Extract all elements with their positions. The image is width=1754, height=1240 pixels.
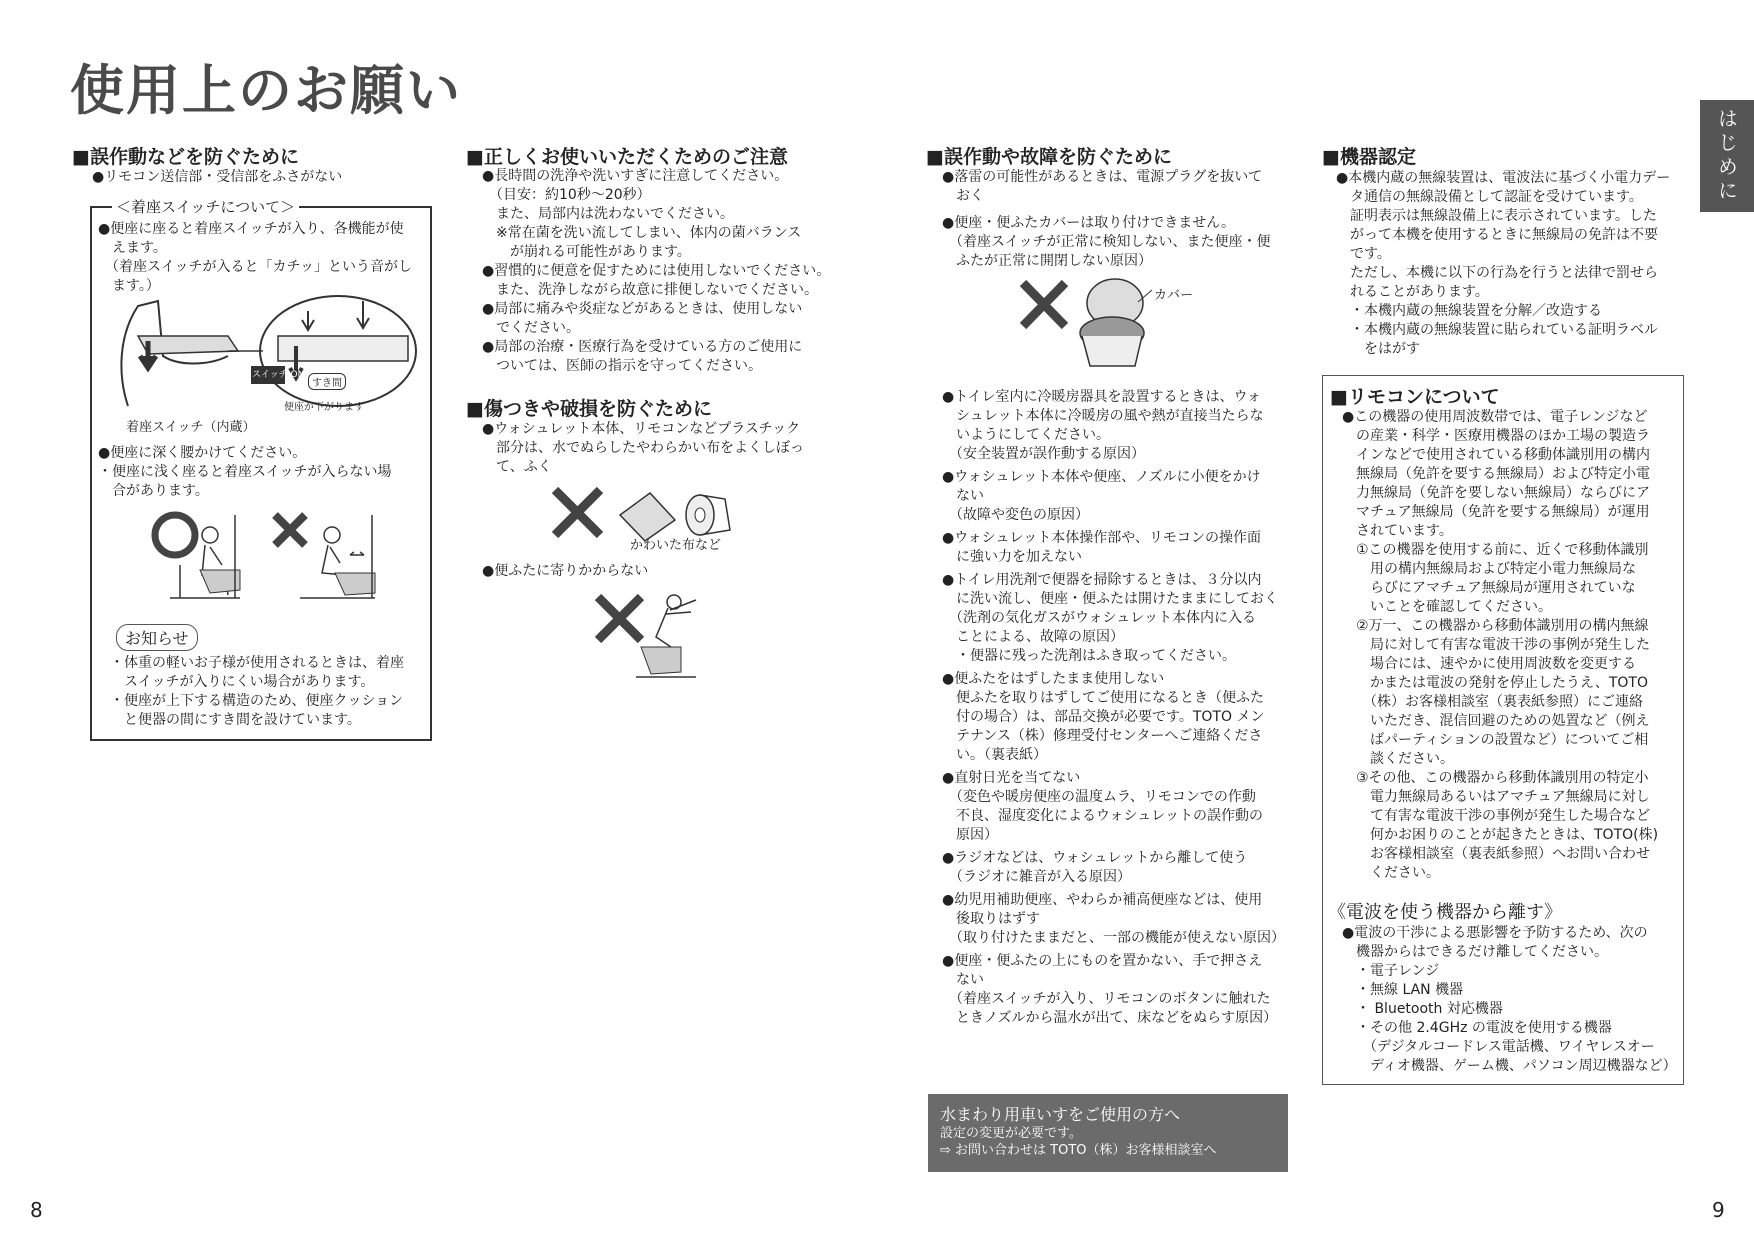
text-line: ●この機器の使用周波数帯では、電子レンジなど xyxy=(1342,409,1648,425)
text-line: ・体重の軽いお子様が使用されるときは、着座 xyxy=(110,655,404,671)
text-line: （変色や暖房便座の温度ムラ、リモコンでの作動 xyxy=(942,789,1256,805)
text-line: がって本機を使用するときに無線局の免許は不要 xyxy=(1336,227,1658,243)
switch-on-label: スイッチ ON xyxy=(252,370,305,380)
text-line: ●長時間の洗浄や洗いすぎに注意してください。 xyxy=(482,168,789,184)
text-line: ばパーティションの設置など）についてご相 xyxy=(1342,732,1649,748)
text-line: に強い力を加えない xyxy=(942,549,1082,565)
col2-text2 xyxy=(482,420,804,477)
text-line: 不良、湿度変化によるウォシュレットの誤作動の xyxy=(942,808,1264,824)
remote-heading: ■リモコンについて xyxy=(1330,386,1500,408)
text-line: ・無線 LAN 機器 xyxy=(1342,982,1464,998)
text-line: 用の構内無線局および特定小電力無線局な xyxy=(1342,561,1636,577)
text-line: ます。） xyxy=(98,278,160,294)
text-line: いことを確認してください。 xyxy=(1342,599,1552,615)
text-line: い。（裏表紙） xyxy=(942,747,1047,763)
text-line: 電力無線局あるいはアマチュア無線局に対し xyxy=(1342,789,1650,805)
text-line: ●トイレ室内に冷暖房器具を設置するときは、ウォ xyxy=(942,389,1261,405)
section-tab[interactable]: はじめに xyxy=(1700,100,1754,212)
text-line: シュレット本体に冷暖房の風や熱が直接当たらな xyxy=(942,408,1264,424)
text-line: ・本機内蔵の無線装置を分解／改造する xyxy=(1336,303,1602,319)
wheelchair-line2[interactable]: ⇨ お問い合わせは TOTO（株）お客様相談室へ xyxy=(940,1143,1217,1158)
text-line: ない xyxy=(942,488,984,504)
text-line: ・便座に浅く座ると着座スイッチが入らない場 xyxy=(98,464,392,480)
page-number-left: 8 xyxy=(30,1198,43,1222)
text-line: テナンス（株）修理受付センターへご連絡くださ xyxy=(942,728,1263,744)
text-line: 力無線局（免許を要しない無線局）ならびにア xyxy=(1342,485,1650,501)
text-line: また、局部内は洗わないでください。 xyxy=(482,206,734,222)
lean-lid-illustration xyxy=(596,592,706,682)
text-line: ●直射日光を当てない xyxy=(942,770,1081,786)
text-line: ●便ふたをはずしたまま使用しない xyxy=(942,671,1165,687)
gap-label: すき間 xyxy=(308,373,346,390)
text-line: スイッチが入りにくい場合があります。 xyxy=(110,674,375,690)
text-line: かまたは電波の発射を停止したうえ、TOTO xyxy=(1342,675,1648,691)
text-line: ●電波の干渉による悪影響を予防するため、次の xyxy=(1342,925,1648,941)
text-line: 何かお困りのことが起きたときは、TOTO(株) xyxy=(1342,827,1659,843)
text-line: 便ふたを取りはずしてご使用になるとき（便ふた xyxy=(942,690,1264,706)
seat-switch-caption: ＜着座スイッチについて＞ xyxy=(112,196,299,217)
text-line: インなどで使用されている移動体識別用の構内 xyxy=(1342,447,1650,463)
text-line: いようにしてください。 xyxy=(942,427,1110,443)
text-line: に洗い流し、便座・便ふたは開けたままにしておく xyxy=(942,591,1278,607)
text-line: れることがあります。 xyxy=(1336,284,1489,300)
wheelchair-line1: 設定の変更が必要です。 xyxy=(940,1126,1082,1141)
text-line: ●便座に深く腰かけてください。 xyxy=(98,445,307,461)
text-line: ない xyxy=(942,972,984,988)
text-line: 局に対して有害な電波干渉の事例が発生した xyxy=(1342,637,1650,653)
text-line: （着座スイッチが入り、リモコンのボタンに触れた xyxy=(942,991,1271,1007)
text-line: ①この機器を使用する前に、近くで移動体識別 xyxy=(1342,542,1649,558)
seat-switch-illustration xyxy=(118,296,418,416)
text-line: と便器の間にすき間を設けています。 xyxy=(110,712,361,728)
text-line: ●ウォシュレット本体、リモコンなどプラスチック xyxy=(482,421,801,437)
text-line: 合があります。 xyxy=(98,483,209,499)
text-line: されています。 xyxy=(1342,523,1453,539)
text-line: ください。 xyxy=(1342,865,1440,881)
text-line: ●幼児用補助便座、やわらか補高便座などは、使用 xyxy=(942,892,1263,908)
text-line: をはがす xyxy=(1336,341,1420,357)
text-line: ●習慣的に便意を促すためには使用しないでください。 xyxy=(482,263,831,279)
text-line: が崩れる可能性があります。 xyxy=(482,244,691,260)
text-line: （着座スイッチが入ると「カチッ」という音がし xyxy=(98,259,413,275)
text-line: ときノズルから温水が出て、床などをぬらす原因） xyxy=(942,1010,1278,1026)
text-line: 場合には、速やかに使用周波数を変更する xyxy=(1342,656,1636,672)
text-line: ふたが正常に開閉しない原因） xyxy=(942,253,1152,269)
notice-tag: お知らせ xyxy=(116,624,198,651)
text-line: 無線局（免許を要する無線局）および特定小電 xyxy=(1342,466,1650,482)
text-line: いただき、混信回避のための処置など（例え xyxy=(1342,713,1650,729)
col2-heading2: ■傷つきや破損を防ぐために xyxy=(466,398,712,420)
text-line: ●トイレ用洗剤で便器を掃除するときは、３分以内 xyxy=(942,572,1262,588)
col3-heading: ■誤作動や故障を防ぐために xyxy=(926,146,1172,168)
text-line: （取り付けたままだと、一部の機能が使えない原因） xyxy=(942,930,1285,946)
text-line: ・本機内蔵の無線装置に貼られている証明ラベル xyxy=(1336,322,1658,338)
text-line: ●ラジオなどは、ウォシュレットから離して使う xyxy=(942,850,1248,866)
text-line: （ラジオに雑音が入る原因） xyxy=(942,869,1131,885)
cover-label: カバー xyxy=(1154,288,1194,303)
col3-top-text xyxy=(942,168,1270,271)
text-line: ③その他、この機器から移動体識別用の特定小 xyxy=(1342,770,1649,786)
text-line: ディオ機器、ゲーム機、パソコン周辺機器など） xyxy=(1342,1058,1677,1074)
text-line: ※常在菌を洗い流してしまい、体内の菌バランス xyxy=(482,225,802,241)
text-line: ②万一、この機器から移動体識別用の構内無線 xyxy=(1342,618,1649,634)
text-line: 部分は、水でぬらしたやわらかい布をよくしぼっ xyxy=(482,440,804,456)
text-line: ・便器に残った洗剤はふき取ってください。 xyxy=(942,648,1236,664)
text-line: ●ウォシュレット本体や便座、ノズルに小便をかけ xyxy=(942,469,1261,485)
notice-text xyxy=(110,654,404,730)
text-line: です。 xyxy=(1336,246,1391,262)
text-line: また、洗浄しながら故意に排便しないでください。 xyxy=(482,282,818,298)
text-line: 証明表示は無線設備上に表示されています。した xyxy=(1336,208,1657,224)
text-line: ●局部に痛みや炎症などがあるときは、使用しない xyxy=(482,301,803,317)
text-line: ●ウォシュレット本体操作部や、リモコンの操作面 xyxy=(942,530,1261,546)
text-line: おく xyxy=(942,188,984,204)
text-line: て、ふく xyxy=(482,459,552,475)
col2-text1 xyxy=(482,167,830,376)
text-line: 後取りはずす xyxy=(942,911,1040,927)
text-line: ・その他 2.4GHz の電波を使用する機器 xyxy=(1342,1020,1612,1036)
page-number-right: 9 xyxy=(1712,1198,1725,1222)
text-line: （安全装置が誤作動する原因） xyxy=(942,446,1145,462)
remote-text xyxy=(1342,408,1658,883)
wheelchair-title: 水まわり用車いすをご使用の方へ xyxy=(940,1105,1181,1124)
text-line: （着座スイッチが正常に検知しない、また便座・便 xyxy=(942,234,1271,250)
text-line: ●局部の治療・医療行為を受けている方のご使用に xyxy=(482,339,803,355)
text-line: ・便座が上下する構造のため、便座クッション xyxy=(110,693,404,709)
text-line: （洗剤の気化ガスがウォシュレット本体内に入る xyxy=(942,610,1257,626)
text-line: ただし、本機に以下の行為を行うと法律で罰せら xyxy=(1336,265,1658,281)
text-line: ●便座・便ふたの上にものを置かない、手で押さえ xyxy=(942,953,1263,969)
text-line: （故障や変色の原因） xyxy=(942,507,1089,523)
deep-seat-text xyxy=(98,444,391,501)
cloth-caption: かわいた布など xyxy=(630,538,722,553)
text-line: （株）お客様相談室（裏表紙参照）にご連絡 xyxy=(1342,694,1643,710)
wheelchair-notice xyxy=(928,1094,1288,1172)
text-line: ●本機内蔵の無線装置は、電波法に基づく小電力デー xyxy=(1336,170,1671,186)
col3-bottom-text xyxy=(942,388,1285,1028)
text-line: 付の場合）は、部品交換が必要です。TOTO メン xyxy=(942,709,1265,725)
col4-text xyxy=(1336,169,1670,359)
col2-heading1: ■正しくお使いいただくためのご注意 xyxy=(466,146,788,168)
text-line: ・電子レンジ xyxy=(1342,963,1440,979)
text-line: ついては、医師の指示を守ってください。 xyxy=(482,358,762,374)
text-line: （デジタルコードレス電話機、ワイヤレスオー xyxy=(1342,1039,1655,1055)
text-line: ●落雷の可能性があるときは、電源プラグを抜いて xyxy=(942,169,1263,185)
text-line: タ通信の無線設備として認証を受けています。 xyxy=(1336,189,1643,205)
col2-text3: ●便ふたに寄りかからない xyxy=(482,563,649,579)
seat-cover-illustration xyxy=(1020,278,1150,368)
text-line: 原因） xyxy=(942,827,998,843)
seat-switch-text xyxy=(98,220,412,296)
text-line: でください。 xyxy=(482,320,580,336)
text-line: お客様相談室（裏表紙参照）へお問い合わせ xyxy=(1342,846,1650,862)
text-line: て有害な電波干渉の事例が発生した場合など xyxy=(1342,808,1650,824)
col1-intro: ●リモコン送信部・受信部をふさがない xyxy=(92,169,343,185)
radio-text xyxy=(1342,924,1677,1076)
text-line: の産業・科学・医療用機器のほか工場の製造ラ xyxy=(1342,428,1650,444)
text-line: マチュア無線局（免許を要する無線局）が運用 xyxy=(1342,504,1650,520)
text-line: らびにアマチュア無線局が運用されていな xyxy=(1342,580,1636,596)
text-line: ●便座に座ると着座スイッチが入り、各機能が使 xyxy=(98,221,404,237)
text-line: ・ Bluetooth 対応機器 xyxy=(1342,1001,1503,1017)
seat-lowers-label: 便座が下がります xyxy=(284,402,364,413)
col1-heading: ■誤作動などを防ぐために xyxy=(72,146,299,168)
radio-heading: 《電波を使う機器から離す》 xyxy=(1328,902,1562,923)
text-line: えます。 xyxy=(98,240,167,256)
text-line: （目安：約10秒〜20秒） xyxy=(482,187,651,203)
col4-heading: ■機器認定 xyxy=(1322,146,1416,168)
notice-tag-wrap xyxy=(116,624,198,651)
sitting-posture-illustration xyxy=(150,505,380,605)
text-line: ●便座・便ふたカバーは取り付けできません。 xyxy=(942,215,1236,231)
seat-switch-caption-label: 着座スイッチ（内蔵） xyxy=(126,420,256,435)
text-line: 機器からはできるだけ離してください。 xyxy=(1342,944,1608,960)
text-line: 談ください。 xyxy=(1342,751,1454,767)
page-title: 使用上のお願い xyxy=(70,59,462,122)
text-line: ことによる、故障の原因） xyxy=(942,629,1124,645)
